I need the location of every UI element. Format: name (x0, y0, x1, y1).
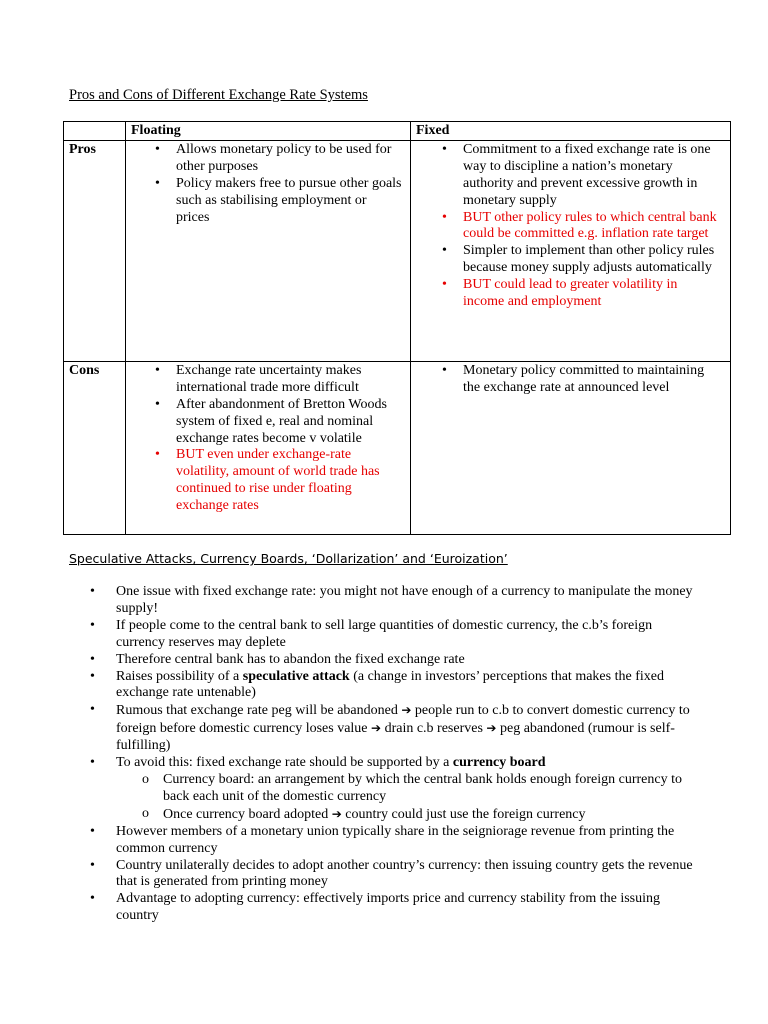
bullet-icon: • (90, 617, 95, 633)
list-item: • Monetary policy committed to maintaining the exchange rate at announced level (442, 362, 705, 395)
list-item: • Simpler to implement than other policy rules because money supply adjusts automatically (442, 243, 715, 276)
list-item: • To avoid this: fixed exchange rate should be supported by a currency board (90, 755, 546, 771)
row-label-pros: Pros (64, 140, 126, 361)
bullet-icon: • (442, 362, 447, 378)
table-row-pros (64, 140, 731, 361)
list-item: • However members of a monetary union typically share in the seigniorage revenue from printing the common currency (90, 823, 675, 856)
exchange-rate-table (63, 121, 731, 535)
list-item: • Exchange rate uncertainty makes international trade more difficult (155, 362, 362, 395)
list-item: • Country unilaterally decides to adopt another country’s currency: then issuing country gets the revenue that is generated from printing money (90, 857, 693, 890)
list-cons-fixed (411, 362, 730, 397)
cell-cons-floating (126, 361, 411, 534)
section-title: Speculative Attacks, Currency Boards, ‘Dollarization’ and ‘Euroization’ (69, 551, 508, 566)
list-item: • Advantage to adopting currency: effectively imports price and currency stability from the issuing country (90, 891, 661, 924)
table-row-cons (64, 361, 731, 534)
arrow-right-icon: ➔ (331, 806, 342, 821)
header-fixed: Fixed (411, 122, 731, 141)
bullet-icon: • (155, 447, 160, 463)
list-item: • After abandonment of Bretton Woods system of fixed e, real and nominal exchange rates become v volatile (155, 396, 387, 446)
list-item: • Therefore central bank has to abandon the fixed exchange rate (90, 651, 465, 667)
bullet-icon: • (90, 584, 95, 599)
list-item: • BUT could lead to greater volatility in income and employment (442, 277, 678, 310)
bullet-icon: • (90, 857, 95, 873)
cell-cons-fixed (411, 361, 731, 534)
list-item: • BUT other policy rules to which central bank could be committed e.g. inflation rate target (442, 209, 717, 242)
list-pros-floating (126, 141, 410, 227)
bullet-icon: • (90, 891, 95, 907)
bullet-icon: • (442, 243, 447, 259)
page-title: Pros and Cons of Different Exchange Rate Systems (69, 87, 368, 103)
cell-pros-fixed (411, 140, 731, 361)
bullet-icon: • (155, 175, 160, 191)
arrow-right-icon: ➔ (401, 703, 412, 718)
section-bullet-list (0, 584, 700, 925)
list-item: • If people come to the central bank to sell large quantities of domestic currency, the c.b’s foreign currency reserves may deplete (90, 617, 653, 650)
bullet-icon: • (442, 277, 447, 293)
list-item: • Rumous that exchange rate peg will be abandoned ➔ people run to c.b to convert domestic currency to foreign before domestic currency loses value ➔ drain c.b reserves ➔ peg abandoned (rumour is self-fulfilling) (90, 702, 690, 754)
sub-bullet-icon: o (142, 805, 149, 821)
list-item: • Commitment to a fixed exchange rate is one way to discipline a nation’s monetary authority and prevent excessive growth in monetary supply (442, 141, 711, 208)
sub-bullet-icon: o (142, 771, 149, 787)
bullet-icon: • (442, 141, 447, 157)
bullet-icon: • (90, 755, 95, 771)
bullet-icon: • (90, 823, 95, 839)
bullet-icon: • (155, 362, 160, 378)
bullet-icon: • (155, 396, 160, 412)
list-item: • Policy makers free to pursue other goals such as stabilising employment or prices (155, 175, 402, 225)
list-item: • One issue with fixed exchange rate: you might not have enough of a currency to manipulate the money supply! (90, 584, 693, 616)
arrow-right-icon: ➔ (371, 721, 382, 736)
header-floating: Floating (126, 122, 411, 141)
list-item: • BUT even under exchange-rate volatility, amount of world trade has continued to rise under floating exchange rates (155, 447, 380, 514)
table-header-row (64, 122, 731, 141)
bullet-icon: • (90, 668, 95, 684)
list-item: • Raises possibility of a speculative attack (a change in investors’ perceptions that makes the fixed exchange rate untenable) (90, 668, 664, 701)
bullet-icon: • (90, 702, 95, 718)
bullet-icon: • (442, 209, 447, 225)
bullet-icon: • (155, 141, 160, 157)
list-pros-fixed (411, 141, 730, 311)
header-blank (64, 122, 126, 141)
list-item: • Allows monetary policy to be used for other purposes (155, 141, 392, 174)
sub-list-item: o Currency board: an arrangement by which the central bank holds enough foreign currency to back each unit of the domestic currency (142, 771, 682, 804)
list-cons-floating (126, 362, 410, 515)
sub-list-item: o Once currency board adopted ➔ country could just use the foreign currency (142, 805, 586, 822)
bullet-icon: • (90, 651, 95, 667)
arrow-right-icon: ➔ (486, 721, 497, 736)
row-label-cons: Cons (64, 361, 126, 534)
cell-pros-floating (126, 140, 411, 361)
